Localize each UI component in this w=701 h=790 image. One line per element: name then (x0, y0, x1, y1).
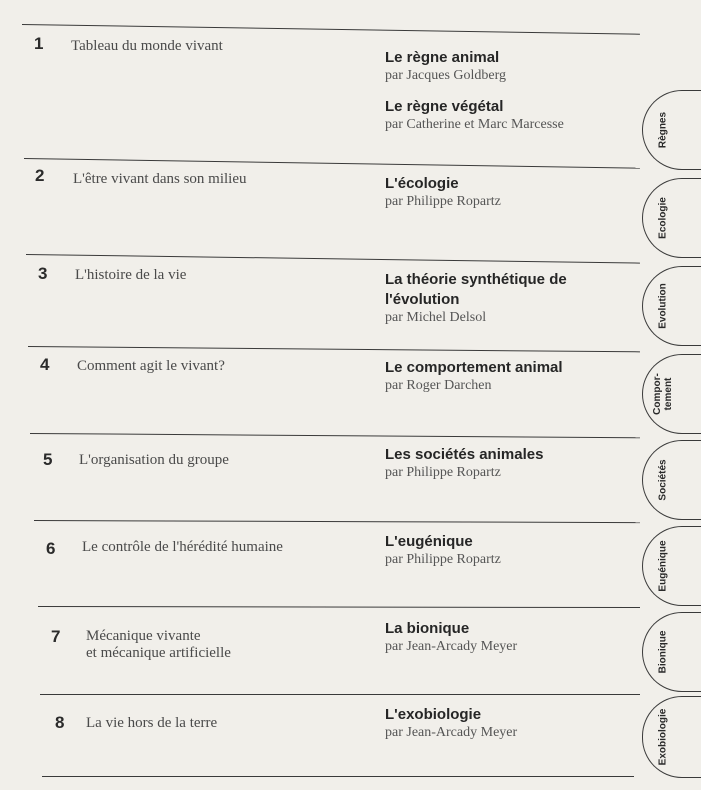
divider (42, 776, 634, 777)
book-title: Le règne animal (385, 49, 500, 66)
entry-number: 7 (51, 627, 61, 646)
book-author: par Jean-Arcady Meyer (385, 725, 518, 740)
book (385, 358, 635, 394)
entry-books (385, 532, 635, 581)
entry-theme: L'être vivant dans son milieu (73, 171, 247, 187)
book-author: par Jean-Arcady Meyer (385, 639, 518, 654)
entry-books (385, 174, 635, 223)
index-tab-ecologie (642, 178, 701, 258)
divider (30, 433, 640, 438)
book (385, 270, 585, 326)
tab-label: Bionique (657, 630, 669, 674)
book-title: L'eugénique (385, 533, 473, 550)
divider (22, 24, 640, 35)
entry-books (385, 358, 635, 407)
book (385, 705, 635, 741)
entry-number: 5 (43, 450, 53, 469)
entry-number: 3 (38, 264, 48, 283)
book (385, 532, 635, 568)
index-tab-societes (642, 440, 701, 520)
tab-label: Evolution (657, 283, 669, 329)
book (385, 97, 635, 133)
book-author: par Philippe Ropartz (385, 552, 501, 567)
entry-theme: Mécanique vivante et mécanique artificielle (86, 628, 231, 661)
divider (28, 346, 640, 352)
entry-number: 8 (55, 713, 65, 732)
book-title: Le comportement animal (385, 359, 563, 376)
entry-number: 1 (34, 34, 44, 53)
index-tab-regnes (642, 90, 701, 170)
tab-label: Sociétés (657, 459, 669, 501)
book (385, 445, 635, 481)
entry-books (385, 270, 585, 339)
entry-theme: Le contrôle de l'hérédité humaine (82, 539, 283, 555)
index-tab-evolution (642, 266, 701, 346)
book-author: par Jacques Goldberg (385, 68, 507, 83)
book-title: Les sociétés animales (385, 446, 544, 463)
entry-number: 4 (40, 355, 50, 374)
book-title: L'exobiologie (385, 706, 482, 723)
index-tab-eugenique (642, 526, 701, 606)
index-tab-comportement (642, 354, 701, 434)
entry-books (385, 445, 635, 494)
entry-books (385, 705, 635, 754)
entry-books (385, 48, 635, 146)
entry-number: 6 (46, 539, 56, 558)
divider (38, 606, 640, 608)
book-author: par Philippe Ropartz (385, 465, 501, 480)
entry-theme: L'histoire de la vie (75, 267, 187, 283)
divider (40, 694, 640, 695)
book (385, 619, 635, 655)
entry-theme: Tableau du monde vivant (71, 38, 223, 54)
book-title: Le règne végétal (385, 98, 504, 115)
divider (26, 254, 640, 264)
divider (34, 520, 640, 523)
book-title: La théorie synthétique de l'évolution (385, 271, 567, 308)
entry-theme: Comment agit le vivant? (77, 358, 225, 374)
divider (24, 158, 640, 169)
book-author: par Michel Delsol (385, 310, 487, 325)
book-title: L'écologie (385, 175, 459, 192)
tab-label: Compor- tement (652, 373, 674, 415)
tab-label: Ecologie (657, 197, 669, 239)
index-tab-exobiologie (642, 696, 701, 778)
tab-label: Exobiologie (657, 708, 669, 766)
book-author: par Philippe Ropartz (385, 194, 501, 209)
tab-label: Eugénique (657, 540, 669, 592)
tab-label: Règnes (657, 111, 669, 149)
book-author: par Catherine et Marc Marcesse (385, 117, 564, 132)
book (385, 174, 635, 210)
index-tab-bionique (642, 612, 701, 692)
entry-books (385, 619, 635, 668)
entry-number: 2 (35, 166, 45, 185)
book-author: par Roger Darchen (385, 378, 492, 393)
entry-theme: La vie hors de la terre (86, 715, 218, 731)
book (385, 48, 635, 84)
book-title: La bionique (385, 620, 470, 637)
entry-theme: L'organisation du groupe (79, 452, 229, 468)
